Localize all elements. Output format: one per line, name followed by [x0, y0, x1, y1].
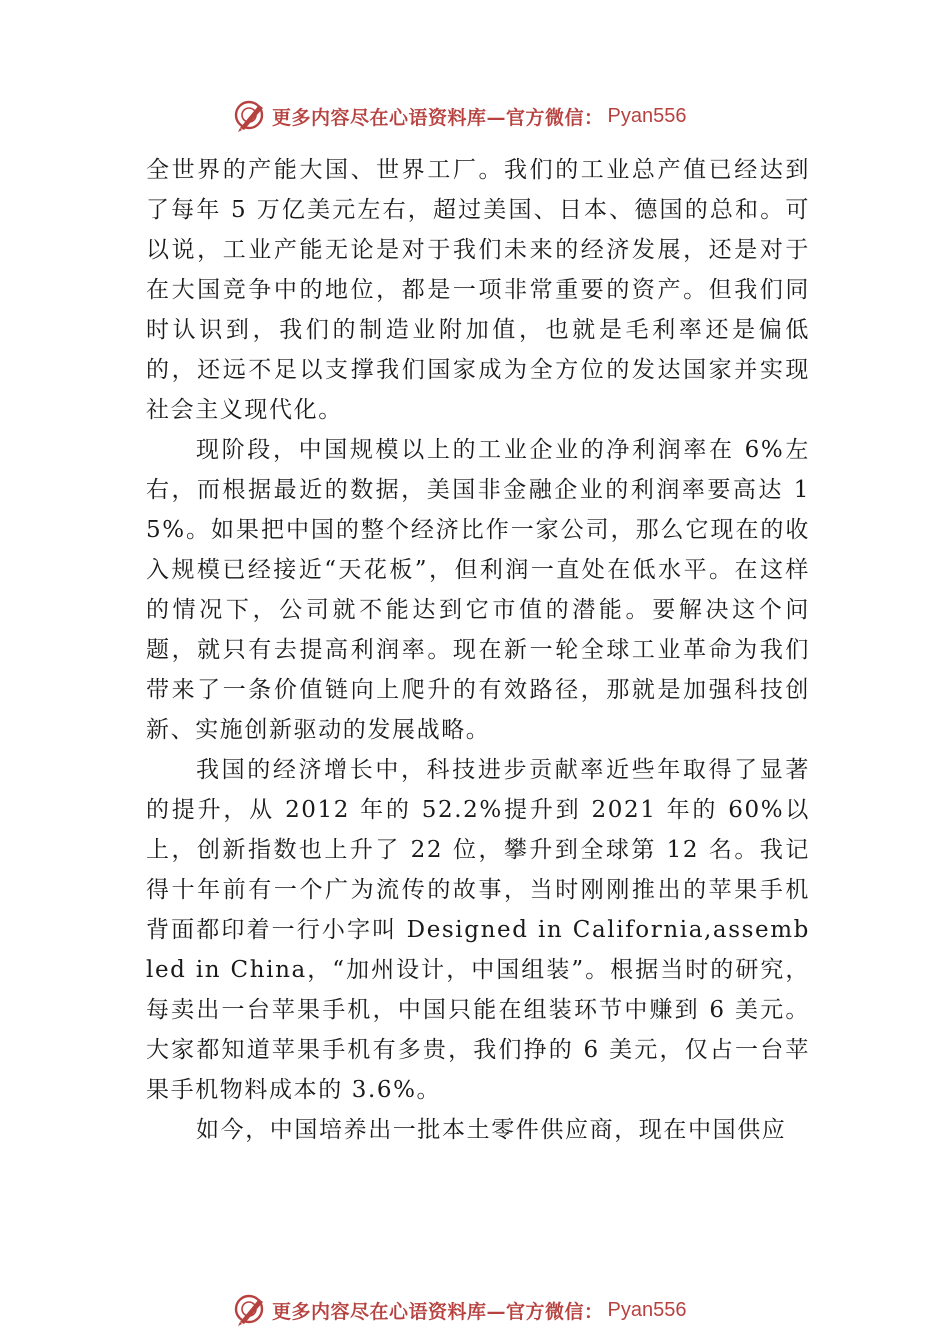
header-wechat-handle: Pyan556 — [607, 104, 687, 127]
paragraph-1: 全世界的产能大国、世界工厂。我们的工业总产值已经达到了每年 5 万亿美元左右，超过美国、日本、德国的总和。可以说，工业产能无论是对于我们未来的经济发展，还是对于在大国竞争中的地位，都是一项非常重要的资产。但我们同时认识到，我们的制造业附加值，也就是毛利率还是偏低的，还远不足以支撑我们国家成为全方位的发达国家并实现社会主义现代化。 — [146, 157, 810, 423]
header-banner — [232, 96, 752, 136]
document-body — [146, 150, 810, 1150]
footer-banner — [232, 1290, 752, 1330]
paragraph-3: 我国的经济增长中，科技进步贡献率近些年取得了显著的提升，从 2012 年的 52.2%提升到 2021 年的 60%以上，创新指数也上升了 22 位，攀升到全球第 12 名。我记得十年前有一个广为流传的故事，当时刚刚推出的苹果手机背面都印着一行小字叫 Designed in California,assembled in China，“加州设计，中国组装”。根据当时的研究，每卖出一台苹果手机，中国只能在组装环节中赚到 6 美元。大家都知道苹果手机有多贵，我们挣的 6 美元，仅占一台苹果手机物料成本的 3.6%。 — [146, 757, 810, 1103]
footer-wechat-handle: Pyan556 — [607, 1298, 687, 1321]
header-banner-text: 更多内容尽在心语资料库—官方微信： — [272, 106, 604, 129]
paragraph-2: 现阶段，中国规模以上的工业企业的净利润率在 6%左右，而根据最近的数据，美国非金融企业的利润率要高达 15%。如果把中国的整个经济比作一家公司，那么它现在的收入规模已经接近“天花板”，但利润一直处在低水平。在这样的情况下，公司就不能达到它市值的潜能。要解决这个问题，就只有去提高利润率。现在新一轮全球工业革命为我们带来了一条价值链向上爬升的有效路径，那就是加强科技创新、实施创新驱动的发展战略。 — [146, 437, 810, 743]
pen-logo-icon — [232, 98, 268, 134]
pen-logo-icon — [232, 1292, 268, 1328]
footer-banner-text: 更多内容尽在心语资料库—官方微信： — [272, 1300, 604, 1323]
paragraph-4: 如今，中国培养出一批本土零件供应商，现在中国供应 — [196, 1117, 787, 1143]
